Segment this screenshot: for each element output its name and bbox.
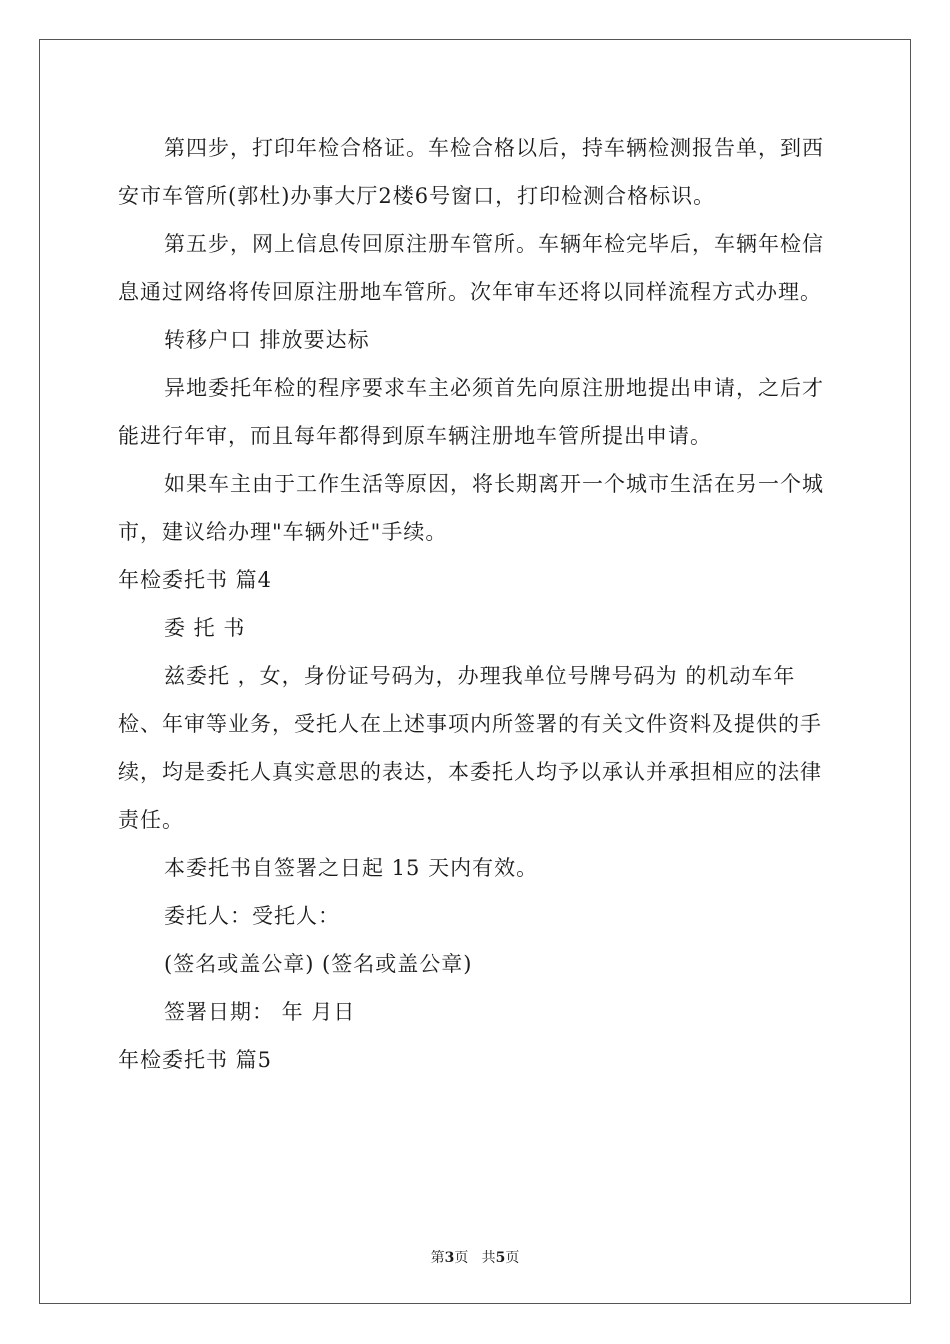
footer-current-page: 3	[444, 1250, 455, 1266]
footer-middle: 页 共	[454, 1250, 496, 1266]
paragraph-step5: 第五步，网上信息传回原注册车管所。车辆年检完毕后，车辆年检信息通过网络将传回原注册地车管所。次年审车还将以同样流程方式办理。	[118, 232, 824, 304]
section-heading-5: 年检委托书 篇5	[118, 1048, 273, 1072]
paragraph-letter-title: 委 托 书	[164, 616, 246, 640]
section-heading-4: 年检委托书 篇4	[118, 568, 273, 592]
footer-total-pages: 5	[495, 1250, 506, 1266]
paragraph-parties: 委托人：受托人：	[164, 904, 340, 928]
paragraph-letter-body: 兹委托 ，女，身份证号码为，办理我单位号牌号码为 的机动车年检、年审等业务，受托人在上述事项内所签署的有关文件资料及提供的手续，均是委托人真实意思的表达，本委托人均予以承认并承担相应的法律责任。	[118, 664, 822, 832]
document-body	[118, 124, 833, 1084]
page-footer	[0, 1247, 950, 1267]
paragraph-date: 签署日期： 年 月日	[164, 1000, 356, 1024]
paragraph-subtitle: 转移户口 排放要达标	[164, 328, 370, 352]
footer-prefix: 第	[430, 1250, 445, 1266]
footer-suffix: 页	[505, 1250, 520, 1266]
paragraph-signatures: (签名或盖公章) (签名或盖公章)	[164, 952, 473, 976]
paragraph-relocation: 如果车主由于工作生活等原因，将长期离开一个城市生活在另一个城市，建议给办理"车辆外迁"手续。	[118, 472, 824, 544]
paragraph-validity: 本委托书自签署之日起 15 天内有效。	[164, 856, 539, 880]
paragraph-remote-inspection: 异地委托年检的程序要求车主必须首先向原注册地提出申请，之后才能进行年审，而且每年都得到原车辆注册地车管所提出申请。	[118, 376, 824, 448]
paragraph-step4: 第四步，打印年检合格证。车检合格以后，持车辆检测报告单，到西安市车管所(郭杜)办事大厅2楼6号窗口，打印检测合格标识。	[118, 136, 824, 208]
